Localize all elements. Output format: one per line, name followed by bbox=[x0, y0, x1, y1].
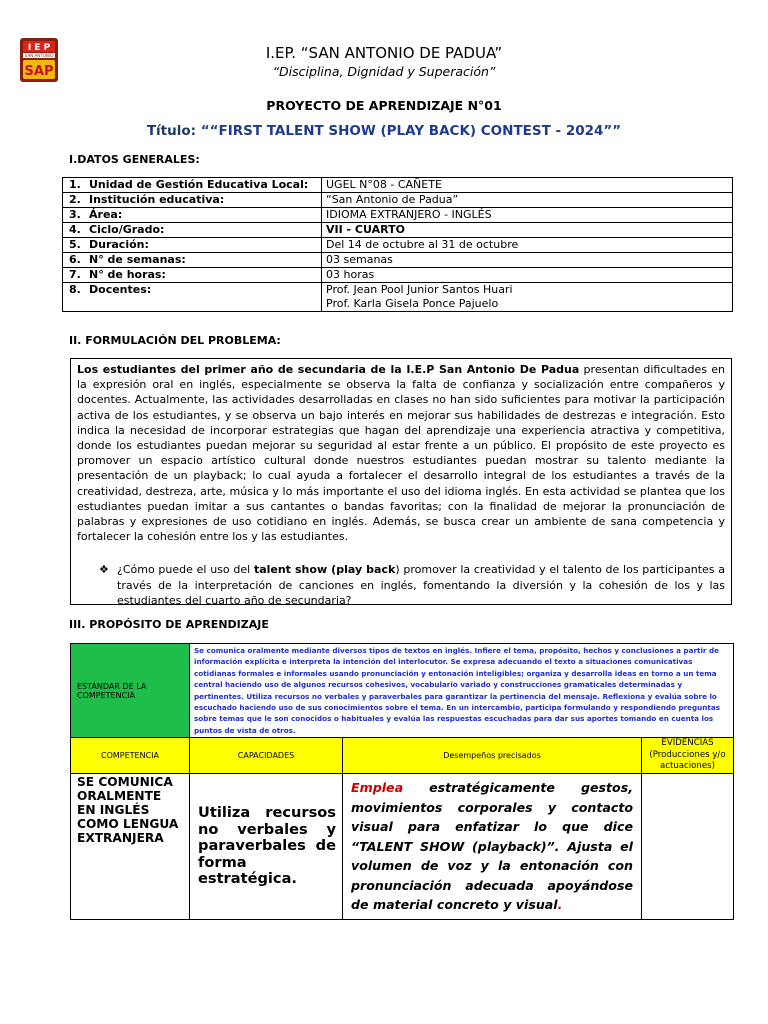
question-post: ) promover la creatividad y el talento de los participantes a través de la interpretación de canciones en inglés, fomentando la diversión y la cohesión de los y las estudiantes del cuarto año de secundaria? bbox=[117, 563, 725, 607]
table-row bbox=[63, 193, 733, 208]
row-value: IDIOMA EXTRANJERO - INGLÉS bbox=[322, 208, 733, 223]
question-pre: ¿Cómo puede el uso del bbox=[117, 563, 254, 577]
row-label: Institución educativa: bbox=[89, 193, 225, 206]
row-value: Del 14 de octubre al 31 de octubre bbox=[322, 238, 733, 253]
evidencia-cell bbox=[642, 774, 734, 920]
desempeno-text: estratégicamente gestos, movimientos corporales y contacto visual para enfatizar lo que dice “TALENT SHOW (playback)”. Ajusta el volumen de voz y la entonación con pronunciación adecuada apoyándose de material concreto y visual bbox=[351, 780, 633, 913]
problem-paragraph bbox=[77, 362, 725, 544]
row-value: Prof. Jean Pool Junior Santos Huari bbox=[326, 283, 513, 296]
standard-text: Se comunica oralmente mediante diversos tipos de textos en inglés. Infiere el tema, propósito, hechos y conclusiones a partir de información explícita e interpreta la intención del interlocutor. Se expresa adecuando el texto a situaciones comunicativas cotidianas formales e informales usando pronunciación y entonación inteligibles; organiza y desarrolla ideas en torno a un tema central haciendo uso de algunos recursos cohesivos, vocabulario variado y construcciones gramaticales determinadas y pertinentes. Utiliza recursos no verbales y paraverbales para garantizar la pertinencia del mensaje. Reflexiona y evalúa sobre lo escuchado haciendo uso de sus conocimientos sobre el tema. En un intercambio, participa formulando y respondiendo preguntas sobre temas que le son conocidos o habituales y evalúa las respuestas escuchadas para dar sus aportes tomando en cuenta los puntos de vista de otros. bbox=[190, 644, 734, 738]
table-row bbox=[63, 268, 733, 283]
problem-lead: Los estudiantes del primer año de secundaria de la I.E.P San Antonio De Padua bbox=[77, 363, 580, 376]
row-label: Ciclo/Grado: bbox=[89, 223, 165, 236]
header-capacidades: CAPACIDADES bbox=[190, 738, 343, 774]
table-row bbox=[63, 178, 733, 193]
row-number: 8. bbox=[69, 283, 81, 296]
competencia-cell: SE COMUNICA ORALMENTE EN INGLÉS COMO LENGUA EXTRANJERA bbox=[71, 774, 190, 920]
header-desempenos: Desempeños precisados bbox=[343, 738, 642, 774]
problem-body: presentan dificultades en la expresión oral en inglés, especialmente se observa la falta de confianza y socialización entre compañeros y docentes. Actualmente, las actividades desarrolladas en clases no han sido suficientes para motivar la participación activa de los estudiantes, y se observa un bajo interés en mejorar sus habilidades de destrezas e integración. Esto indica la necesidad de incorporar estrategias que hagan del aprendizaje una experiencia atractiva y competitiva, donde los estudiantes puedan mejorar su seguridad al estar frente a un público. El propósito de este proyecto es promover un espacio artístico cultural donde nuestros estudiantes puedan mostrar su talento mediante la presentación de un playback; lo cual ayuda a fortalecer el desarrollo integral de los estudiantes a través de la creatividad, destreza, arte, música y lo más importante el uso del idioma inglés. En esta actividad se plantea que los estudiantes puedan imitar a sus cantantes o bandas favoritas; con la finalidad de mejorar la pronunciación de palabras y expresiones de uso cotidiano en inglés. Además, se busca crear un ambiente de sana competencia y fortalecer la cohesión entre los y las estudiantes. bbox=[77, 363, 725, 544]
desempeno-end: . bbox=[557, 897, 563, 913]
capacidad-cell: Utiliza recursos no verbales y paraverbales de forma estratégica. bbox=[190, 774, 343, 920]
project-title: PROYECTO DE APRENDIZAJE N°01 bbox=[266, 98, 502, 113]
svg-text:SAN ANTONIO: SAN ANTONIO bbox=[24, 53, 54, 58]
school-name: I.EP. “SAN ANTONIO DE PADUA” bbox=[265, 44, 503, 62]
row-number: 7. bbox=[69, 268, 81, 281]
question-bold: talent show (play back bbox=[253, 563, 396, 577]
table-row bbox=[63, 253, 733, 268]
purpose-table bbox=[70, 643, 734, 920]
diamond-bullet-icon: ❖ bbox=[99, 563, 109, 577]
row-label: N° de horas: bbox=[89, 268, 166, 281]
row-number: 1. bbox=[69, 178, 81, 191]
row-value: VII - CUARTO bbox=[322, 223, 733, 238]
row-label: Docentes: bbox=[89, 283, 152, 296]
standard-label: ESTÁNDAR DE LA COMPETENCIA bbox=[71, 644, 190, 738]
row-value: “San Antonio de Padua” bbox=[322, 193, 733, 208]
row-number: 6. bbox=[69, 253, 81, 266]
table-row bbox=[63, 283, 733, 312]
desempeno-verb: Emplea bbox=[351, 780, 404, 796]
row-number: 4. bbox=[69, 223, 81, 236]
table-row bbox=[63, 208, 733, 223]
section-problem-heading: II. FORMULACIÓN DEL PROBLEMA: bbox=[69, 334, 281, 347]
row-label: N° de semanas: bbox=[89, 253, 186, 266]
problem-question bbox=[99, 562, 725, 608]
general-data-table bbox=[62, 177, 733, 312]
row-number: 3. bbox=[69, 208, 81, 221]
svg-text:I E P: I E P bbox=[27, 43, 51, 53]
table-row bbox=[71, 644, 734, 738]
section-general-heading: I.DATOS GENERALES: bbox=[69, 153, 200, 166]
title-value: ““FIRST TALENT SHOW (PLAY BACK) CONTEST - 2024”” bbox=[200, 123, 622, 139]
row-number: 5. bbox=[69, 238, 81, 251]
school-motto: “Disciplina, Dignidad y Superación” bbox=[272, 64, 496, 79]
row-label: Unidad de Gestión Educativa Local: bbox=[89, 178, 309, 191]
table-row bbox=[71, 774, 734, 920]
table-row bbox=[71, 738, 734, 774]
row-value: 03 horas bbox=[322, 268, 733, 283]
section-purpose-heading: III. PROPÓSITO DE APRENDIZAJE bbox=[69, 618, 269, 631]
row-value-2: Prof. Karla Gisela Ponce Pajuelo bbox=[326, 297, 499, 310]
svg-text:SAP: SAP bbox=[24, 64, 54, 79]
project-subtitle bbox=[0, 123, 768, 139]
row-number: 2. bbox=[69, 193, 81, 206]
header-evidencias: EVIDENCIAS (Producciones y/o actuaciones) bbox=[642, 738, 734, 774]
row-label: Área: bbox=[89, 208, 123, 221]
table-row bbox=[63, 223, 733, 238]
row-label: Duración: bbox=[89, 238, 149, 251]
title-label: Título: bbox=[146, 123, 197, 139]
table-row bbox=[63, 238, 733, 253]
row-value: 03 semanas bbox=[322, 253, 733, 268]
header-competencia: COMPETENCIA bbox=[71, 738, 190, 774]
problem-box bbox=[70, 358, 732, 605]
desempeno-cell bbox=[343, 774, 642, 920]
row-value: UGEL N°08 - CAÑETE bbox=[322, 178, 733, 193]
